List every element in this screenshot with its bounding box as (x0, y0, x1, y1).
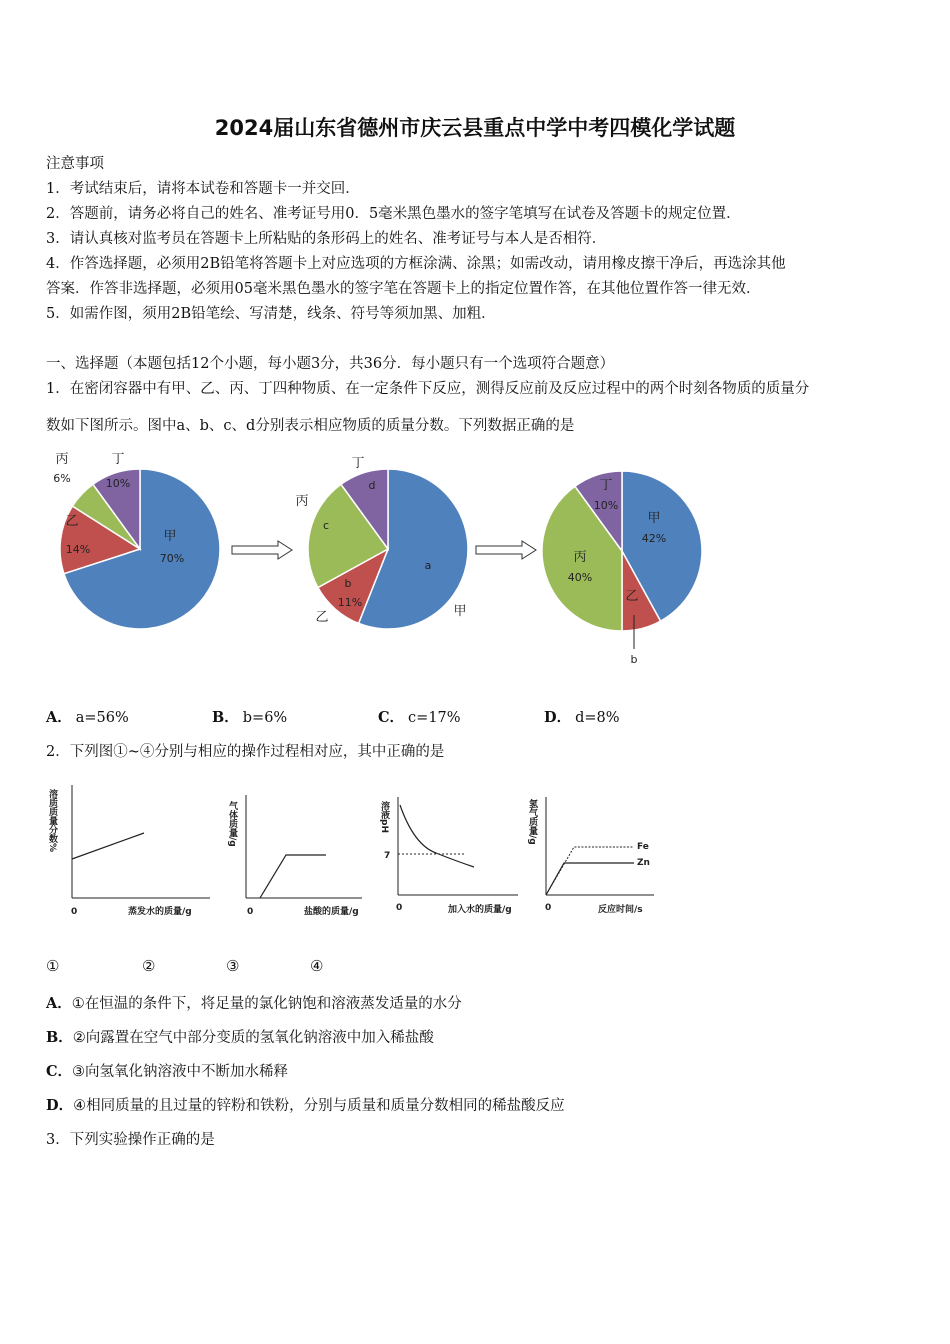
pie-name-label: 丁 (599, 478, 613, 493)
pie-name-label: 乙 (315, 610, 329, 625)
pie-name-label: 丙 (573, 550, 587, 565)
graph-4-ylabel: 氢气质量/g (527, 799, 537, 845)
pie-value-label: 10% (105, 477, 131, 490)
notice-item: 答案．作答非选择题，必须用05毫米黑色墨水的签字笔在答题卡上的指定位置作答，在其他位置作答一律无效． (46, 281, 761, 297)
graph-3-ylabel: 溶液pH (379, 801, 389, 833)
q2-option-b[interactable]: B．②向露置在空气中部分变质的氢氧化钠溶液中加入稀盐酸 (46, 1029, 434, 1046)
graph-4-line-zn (546, 863, 634, 895)
graph-2-ylabel: 气体质量/g (227, 801, 237, 847)
q1-option-d[interactable]: D． d=8% (544, 709, 620, 726)
pie-chart-1 (53, 452, 220, 629)
graph-3-xlabel: 加入水的质量/g (448, 905, 512, 915)
graph-index-1: ① (46, 957, 60, 975)
q1-option-c[interactable]: C． c=17% (378, 709, 461, 726)
pie-value-label: 70% (159, 552, 185, 565)
pie-value-label: a (424, 559, 432, 572)
pie-name-label: 乙 (65, 514, 79, 529)
q1-stem-line1: 1．在密闭容器中有甲、乙、丙、丁四种物质、在一定条件下反应，测得反应前及反应过程中的两个时刻各物质的质量分 (46, 381, 810, 397)
q1-option-a[interactable]: A． a=56% (46, 709, 129, 726)
arrow-icon (476, 541, 536, 559)
graph-1-line (72, 833, 144, 859)
pie-sub-label: 11% (337, 596, 363, 609)
graph-4-legend-zn: Zn (637, 858, 650, 868)
pie-name-label: 甲 (453, 604, 467, 619)
graph-2-xlabel: 盐酸的质量/g (304, 907, 359, 917)
pie-name-label: 甲 (647, 511, 661, 526)
q1-pie-figure (0, 445, 950, 675)
pie-value-label: b (344, 577, 352, 590)
pie-value-label: d (368, 479, 376, 492)
q2-graphs-figure (40, 775, 740, 925)
q2-option-d[interactable]: D．④相同质量的且过量的锌粉和铁粉，分别与质量和质量分数相同的稀盐酸反应 (46, 1097, 565, 1114)
pie-value-label: 10% (593, 499, 619, 512)
pie-value-label: b (630, 653, 638, 666)
graph-3 (379, 797, 518, 915)
q2-option-c[interactable]: C．③向氢氧化钠溶液中不断加水稀释 (46, 1063, 289, 1080)
notice-item: 3．请认真核对监考员在答题卡上所粘贴的条形码上的姓名、准考证号与本人是否相符． (46, 231, 607, 247)
graph-4 (527, 797, 654, 915)
graph-2-line (260, 855, 326, 898)
notice-heading: 注意事项 (46, 156, 104, 172)
pie-name-label: 丙 (295, 494, 309, 509)
pie-name-label: 甲 (163, 529, 177, 544)
graph-4-xlabel: 反应时间/s (598, 905, 643, 915)
graph-4-origin: 0 (545, 903, 552, 913)
graph-index-4: ④ (310, 957, 324, 975)
pie-chart-3 (542, 471, 702, 666)
graph-1-xlabel: 蒸发水的质量/g (128, 907, 192, 917)
section-heading: 一、选择题（本题包括12个小题，每小题3分，共36分．每小题只有一个选项符合题意） (46, 356, 615, 372)
graph-3-mark-7: 7 (384, 851, 391, 861)
graph-1-origin: 0 (71, 907, 78, 917)
q2-option-a[interactable]: A．①在恒温的条件下，将足量的氯化钠饱和溶液蒸发适量的水分 (46, 995, 462, 1012)
graph-3-origin: 0 (396, 903, 403, 913)
pie-value-label: 42% (641, 532, 667, 545)
q3-stem: 3．下列实验操作正确的是 (46, 1132, 215, 1148)
graph-4-legend-fe: Fe (637, 842, 649, 852)
pie-value-label: 40% (567, 571, 593, 584)
graph-1-ylabel: 溶质质量分数% (47, 789, 57, 853)
notice-item: 5．如需作图，须用2B铅笔绘、写清楚，线条、符号等须加黑、加粗． (46, 306, 496, 322)
pie-name-label: 丁 (351, 456, 365, 471)
graph-2 (227, 795, 362, 917)
pie-name-label: 乙 (625, 589, 639, 604)
graph-index-3: ③ (226, 957, 240, 975)
q1-stem-line2: 数如下图所示。图中a、b、c、d分别表示相应物质的质量分数。下列数据正确的是 (46, 418, 575, 434)
graph-1 (47, 785, 210, 917)
graph-3-curve (400, 805, 474, 867)
notice-item: 2．答题前，请务必将自己的姓名、准考证号用0．5毫米黑色墨水的签字笔填写在试卷及答题卡的规定位置． (46, 206, 741, 222)
pie-name-label: 丙 (55, 452, 69, 467)
pie-value-label: 14% (65, 543, 91, 556)
graph-index-2: ② (142, 957, 156, 975)
arrow-icon (232, 541, 292, 559)
notice-item: 1．考试结束后，请将本试卷和答题卡一并交回． (46, 181, 360, 197)
notice-item: 4．作答选择题，必须用2B铅笔将答题卡上对应选项的方框涂满、涂黑；如需改动，请用橡皮擦干净后，再选涂其他 (46, 256, 786, 272)
q2-stem: 2．下列图①~④分别与相应的操作过程相对应，其中正确的是 (46, 744, 445, 760)
graph-2-origin: 0 (247, 907, 254, 917)
pie-chart-2 (295, 456, 468, 629)
pie-value-label: c (322, 519, 330, 532)
pie-name-label: 丁 (111, 452, 125, 467)
page-title: 2024届山东省德州市庆云县重点中学中考四模化学试题 (214, 116, 736, 140)
pie-value-label: 6% (53, 472, 71, 485)
q1-option-b[interactable]: B． b=6% (212, 709, 288, 726)
